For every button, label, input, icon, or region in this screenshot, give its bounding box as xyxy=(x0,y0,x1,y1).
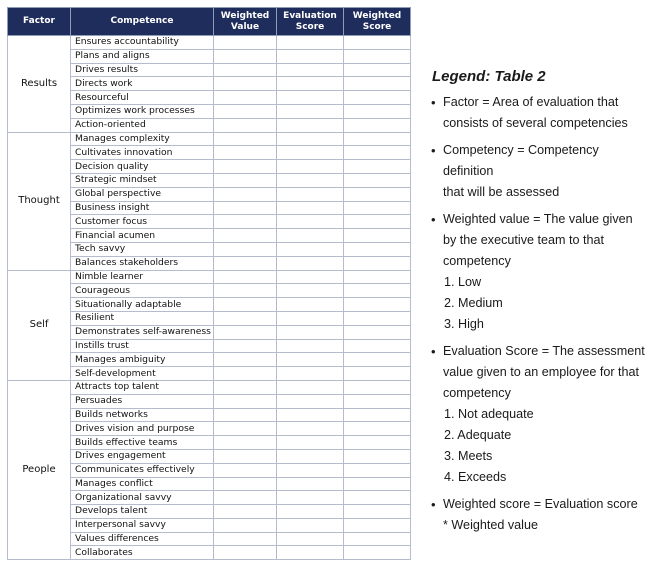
evaluation-score-cell[interactable] xyxy=(277,63,344,77)
factor-cell: Thought xyxy=(8,132,71,270)
evaluation-score-cell[interactable] xyxy=(277,284,344,298)
weighted-score-cell[interactable] xyxy=(344,77,411,91)
weighted-score-cell[interactable] xyxy=(344,394,411,408)
competence-cell: Ensures accountability xyxy=(71,36,214,50)
evaluation-score-cell[interactable] xyxy=(277,449,344,463)
weighted-value-cell[interactable] xyxy=(214,118,277,132)
header-evaluation-score-line1: Evaluation xyxy=(283,10,337,21)
competence-cell: Drives engagement xyxy=(71,449,214,463)
weighted-score-cell[interactable] xyxy=(344,505,411,519)
evaluation-score-cell[interactable] xyxy=(277,491,344,505)
competence-cell: Balances stakeholders xyxy=(71,256,214,270)
evaluation-score-cell[interactable] xyxy=(277,339,344,353)
legend-subitem: 4. Exceeds xyxy=(444,470,507,484)
legend-subitem: 1. Low xyxy=(444,275,482,289)
weighted-score-cell[interactable] xyxy=(344,311,411,325)
weighted-value-cell[interactable] xyxy=(214,367,277,381)
competence-cell: Financial acumen xyxy=(71,229,214,243)
competence-cell: Interpersonal savvy xyxy=(71,518,214,532)
table-header-row xyxy=(8,8,411,36)
legend-item-line: that will be assessed xyxy=(443,185,560,199)
evaluation-score-cell[interactable] xyxy=(277,436,344,450)
evaluation-score-cell[interactable] xyxy=(277,173,344,187)
evaluation-score-cell[interactable] xyxy=(277,532,344,546)
weighted-value-cell[interactable] xyxy=(214,436,277,450)
weighted-value-cell[interactable] xyxy=(214,532,277,546)
competence-cell: Situationally adaptable xyxy=(71,298,214,312)
evaluation-score-cell[interactable] xyxy=(277,146,344,160)
evaluation-score-cell[interactable] xyxy=(277,256,344,270)
legend-item-line: value given to an employee for that xyxy=(443,365,640,379)
weighted-value-cell[interactable] xyxy=(214,422,277,436)
legend-subitem: 3. Meets xyxy=(444,449,493,463)
weighted-score-cell[interactable] xyxy=(344,201,411,215)
table-row xyxy=(8,270,411,284)
header-evaluation-score xyxy=(277,8,344,36)
legend-item-line: * Weighted value xyxy=(443,518,538,532)
legend-subitem: 2. Medium xyxy=(444,296,503,310)
table-row xyxy=(8,380,411,394)
legend-item-line: • Weighted value = The value given xyxy=(443,212,633,226)
competence-cell: Cultivates innovation xyxy=(71,146,214,160)
factor-cell: People xyxy=(8,380,71,559)
competence-cell: Plans and aligns xyxy=(71,49,214,63)
evaluation-score-cell[interactable] xyxy=(277,118,344,132)
weighted-value-cell[interactable] xyxy=(214,256,277,270)
legend-sublist xyxy=(443,272,650,335)
legend-item-line: competency xyxy=(443,254,511,268)
weighted-score-cell[interactable] xyxy=(344,546,411,560)
weighted-value-cell[interactable] xyxy=(214,104,277,118)
evaluation-score-cell[interactable] xyxy=(277,311,344,325)
evaluation-score-cell[interactable] xyxy=(277,132,344,146)
competence-cell: Resilient xyxy=(71,311,214,325)
legend-subitem: 2. Adequate xyxy=(444,428,512,442)
competence-cell: Communicates effectively xyxy=(71,463,214,477)
weighted-value-cell[interactable] xyxy=(214,449,277,463)
evaluation-score-cell[interactable] xyxy=(277,394,344,408)
competence-cell: Global perspective xyxy=(71,187,214,201)
weighted-score-cell[interactable] xyxy=(344,367,411,381)
header-weighted-score-line2: Score xyxy=(362,21,392,32)
weighted-value-cell[interactable] xyxy=(214,49,277,63)
competence-cell: Builds effective teams xyxy=(71,436,214,450)
competence-cell: Optimizes work processes xyxy=(71,104,214,118)
weighted-value-cell[interactable] xyxy=(214,491,277,505)
evaluation-score-cell[interactable] xyxy=(277,270,344,284)
competence-cell: Organizational savvy xyxy=(71,491,214,505)
weighted-score-cell[interactable] xyxy=(344,118,411,132)
competence-cell: Develops talent xyxy=(71,505,214,519)
evaluation-score-cell[interactable] xyxy=(277,546,344,560)
weighted-value-cell[interactable] xyxy=(214,518,277,532)
competency-evaluation-table xyxy=(7,7,411,560)
evaluation-score-cell[interactable] xyxy=(277,160,344,174)
weighted-value-cell[interactable] xyxy=(214,36,277,50)
competence-cell: Customer focus xyxy=(71,215,214,229)
evaluation-score-cell[interactable] xyxy=(277,36,344,50)
weighted-score-cell[interactable] xyxy=(344,325,411,339)
weighted-score-cell[interactable] xyxy=(344,491,411,505)
competence-cell: Drives results xyxy=(71,63,214,77)
legend-item-line: competency xyxy=(443,386,511,400)
evaluation-score-cell[interactable] xyxy=(277,422,344,436)
weighted-score-cell[interactable] xyxy=(344,132,411,146)
table-row xyxy=(8,132,411,146)
evaluation-score-cell[interactable] xyxy=(277,367,344,381)
weighted-value-cell[interactable] xyxy=(214,380,277,394)
weighted-value-cell[interactable] xyxy=(214,215,277,229)
legend-item-line: • Factor = Area of evaluation that xyxy=(443,95,619,109)
evaluation-score-cell[interactable] xyxy=(277,91,344,105)
weighted-score-cell[interactable] xyxy=(344,463,411,477)
legend-item xyxy=(430,92,650,134)
evaluation-score-cell[interactable] xyxy=(277,77,344,91)
legend-item xyxy=(430,494,650,536)
weighted-value-cell[interactable] xyxy=(214,284,277,298)
weighted-score-cell[interactable] xyxy=(344,187,411,201)
legend-panel xyxy=(430,68,650,542)
legend-sublist xyxy=(443,404,650,488)
weighted-score-cell[interactable] xyxy=(344,422,411,436)
weighted-score-cell[interactable] xyxy=(344,353,411,367)
weighted-value-cell[interactable] xyxy=(214,298,277,312)
weighted-value-cell[interactable] xyxy=(214,325,277,339)
competence-cell: Courageous xyxy=(71,284,214,298)
legend-item xyxy=(430,209,650,335)
evaluation-score-cell[interactable] xyxy=(277,408,344,422)
competence-cell: Manages conflict xyxy=(71,477,214,491)
header-weighted-value-line2: Value xyxy=(230,21,260,32)
weighted-value-cell[interactable] xyxy=(214,132,277,146)
legend-subitem: 1. Not adequate xyxy=(444,407,534,421)
weighted-score-cell[interactable] xyxy=(344,49,411,63)
competence-cell: Attracts top talent xyxy=(71,380,214,394)
competence-cell: Instills trust xyxy=(71,339,214,353)
weighted-score-cell[interactable] xyxy=(344,436,411,450)
legend-item-line: • Competency = Competency definition xyxy=(443,143,599,178)
weighted-score-cell[interactable] xyxy=(344,408,411,422)
weighted-score-cell[interactable] xyxy=(344,160,411,174)
competence-cell: Resourceful xyxy=(71,91,214,105)
weighted-value-cell[interactable] xyxy=(214,394,277,408)
weighted-score-cell[interactable] xyxy=(344,477,411,491)
weighted-score-cell[interactable] xyxy=(344,215,411,229)
evaluation-score-cell[interactable] xyxy=(277,380,344,394)
header-weighted-value xyxy=(214,8,277,36)
competence-cell: Nimble learner xyxy=(71,270,214,284)
header-factor: Factor xyxy=(8,8,71,36)
weighted-value-cell[interactable] xyxy=(214,311,277,325)
table-body xyxy=(8,36,411,560)
evaluation-score-cell[interactable] xyxy=(277,242,344,256)
weighted-score-cell[interactable] xyxy=(344,146,411,160)
weighted-score-cell[interactable] xyxy=(344,339,411,353)
factor-cell: Self xyxy=(8,270,71,380)
weighted-score-cell[interactable] xyxy=(344,284,411,298)
weighted-value-cell[interactable] xyxy=(214,160,277,174)
competence-cell: Manages complexity xyxy=(71,132,214,146)
weighted-score-cell[interactable] xyxy=(344,36,411,50)
evaluation-score-cell[interactable] xyxy=(277,298,344,312)
weighted-score-cell[interactable] xyxy=(344,63,411,77)
competence-cell: Drives vision and purpose xyxy=(71,422,214,436)
weighted-score-cell[interactable] xyxy=(344,256,411,270)
competence-cell: Decision quality xyxy=(71,160,214,174)
weighted-value-cell[interactable] xyxy=(214,63,277,77)
header-weighted-score xyxy=(344,8,411,36)
competence-cell: Manages ambiguity xyxy=(71,353,214,367)
competence-cell: Directs work xyxy=(71,77,214,91)
weighted-value-cell[interactable] xyxy=(214,173,277,187)
competence-cell: Builds networks xyxy=(71,408,214,422)
legend-item-line: consists of several competencies xyxy=(443,116,628,130)
evaluation-score-cell[interactable] xyxy=(277,104,344,118)
weighted-value-cell[interactable] xyxy=(214,146,277,160)
evaluation-score-cell[interactable] xyxy=(277,49,344,63)
competence-cell: Demonstrates self-awareness xyxy=(71,325,214,339)
header-evaluation-score-line2: Score xyxy=(295,21,325,32)
weighted-score-cell[interactable] xyxy=(344,173,411,187)
weighted-value-cell[interactable] xyxy=(214,91,277,105)
weighted-value-cell[interactable] xyxy=(214,463,277,477)
weighted-score-cell[interactable] xyxy=(344,380,411,394)
evaluation-score-cell[interactable] xyxy=(277,353,344,367)
competence-cell: Action-oriented xyxy=(71,118,214,132)
weighted-value-cell[interactable] xyxy=(214,505,277,519)
evaluation-score-cell[interactable] xyxy=(277,518,344,532)
weighted-value-cell[interactable] xyxy=(214,242,277,256)
weighted-value-cell[interactable] xyxy=(214,546,277,560)
legend-list xyxy=(430,92,650,536)
weighted-value-cell[interactable] xyxy=(214,201,277,215)
weighted-score-cell[interactable] xyxy=(344,229,411,243)
legend-subitem: 3. High xyxy=(444,317,484,331)
weighted-value-cell[interactable] xyxy=(214,270,277,284)
legend-item-line: • Evaluation Score = The assessment xyxy=(443,344,645,358)
evaluation-score-cell[interactable] xyxy=(277,187,344,201)
evaluation-score-cell[interactable] xyxy=(277,215,344,229)
header-competence: Competence xyxy=(71,8,214,36)
competence-cell: Tech savvy xyxy=(71,242,214,256)
legend-title: Legend: Table 2 xyxy=(432,68,546,85)
competence-cell: Business insight xyxy=(71,201,214,215)
weighted-value-cell[interactable] xyxy=(214,477,277,491)
competence-cell: Self-development xyxy=(71,367,214,381)
weighted-score-cell[interactable] xyxy=(344,449,411,463)
weighted-score-cell[interactable] xyxy=(344,518,411,532)
header-weighted-score-line1: Weighted xyxy=(352,10,402,21)
weighted-value-cell[interactable] xyxy=(214,408,277,422)
weighted-score-cell[interactable] xyxy=(344,242,411,256)
evaluation-score-cell[interactable] xyxy=(277,325,344,339)
competence-cell: Strategic mindset xyxy=(71,173,214,187)
competence-cell: Persuades xyxy=(71,394,214,408)
competence-cell: Values differences xyxy=(71,532,214,546)
competence-cell: Collaborates xyxy=(71,546,214,560)
weighted-value-cell[interactable] xyxy=(214,353,277,367)
weighted-score-cell[interactable] xyxy=(344,104,411,118)
evaluation-score-cell[interactable] xyxy=(277,463,344,477)
legend-item xyxy=(430,140,650,203)
weighted-score-cell[interactable] xyxy=(344,270,411,284)
evaluation-score-cell[interactable] xyxy=(277,229,344,243)
weighted-value-cell[interactable] xyxy=(214,187,277,201)
weighted-value-cell[interactable] xyxy=(214,77,277,91)
legend-item-line: • Weighted score = Evaluation score xyxy=(443,497,638,511)
evaluation-score-cell[interactable] xyxy=(277,477,344,491)
weighted-value-cell[interactable] xyxy=(214,339,277,353)
header-weighted-value-line1: Weighted xyxy=(220,10,270,21)
weighted-score-cell[interactable] xyxy=(344,532,411,546)
factor-cell: Results xyxy=(8,36,71,133)
legend-item xyxy=(430,341,650,488)
legend-item-line: by the executive team to that xyxy=(443,233,605,247)
table-row xyxy=(8,36,411,50)
weighted-value-cell[interactable] xyxy=(214,229,277,243)
weighted-score-cell[interactable] xyxy=(344,91,411,105)
weighted-score-cell[interactable] xyxy=(344,298,411,312)
evaluation-score-cell[interactable] xyxy=(277,201,344,215)
evaluation-score-cell[interactable] xyxy=(277,505,344,519)
